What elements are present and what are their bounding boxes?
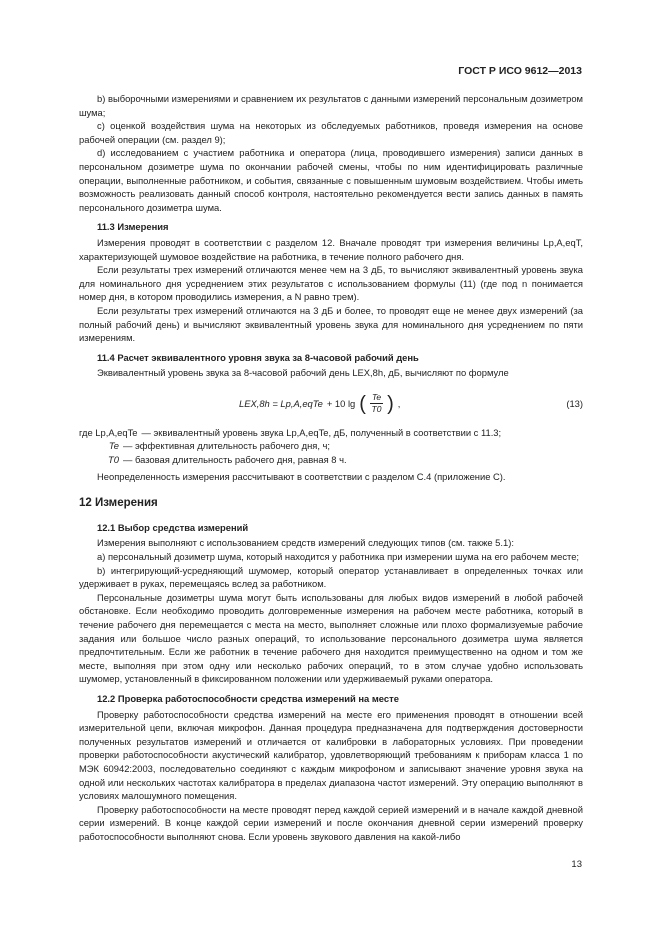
paragraph: b) интегрирующий-усредняющий шумомер, который оператор устанавливает в определенных точках или удерживает в руках, перемещаясь вслед за работником.: [79, 564, 583, 590]
legend-row: [79, 426, 583, 440]
section-heading-12-2: 12.2 Проверка работоспособности средства измерений на месте: [97, 692, 399, 704]
section-heading-11-3: 11.3 Измерения: [97, 221, 169, 233]
section-heading-11-4: 11.4 Расчет эквивалентного уровня звука за 8-часовой рабочий день: [97, 351, 419, 363]
legend-text: — базовая длительность рабочего дня, равная 8 ч.: [123, 454, 347, 466]
paragraph: Персональные дозиметры шума могут быть использованы для любых видов измерений в любой рабочей обстановке. Если необходимо проводить долговременные измерения на рабочем месте работника, который в течение рабочего дня перемещается с места на место, выполняет сложные или плохо формализуемые рабочие задания или большое число разных операций, то использование персонального дозиметра шума является предпочтительным. Если же работник в течение рабочего дня находится преимущественно на одном и том же месте, выполняя при этом одну или несколько рабочих операций, то в этом случае удобно использовать шумомер, установленный в фиксированном положении или удерживаемый руками оператора.: [79, 591, 583, 685]
page-content: [79, 92, 583, 844]
paragraph: Неопределенность измерения рассчитывают в соответствии с разделом С.4 (приложение С).: [97, 470, 506, 482]
legend-row: [79, 439, 583, 453]
paragraph: Измерения проводят в соответствии с разделом 12. Вначале проводят три измерения величины Lp,A,eqT, характеризующей шумовое воздействие на работника, в течение полного рабочего дня.: [79, 236, 583, 262]
standard-header: ГОСТ Р ИСО 9612—2013: [458, 65, 582, 77]
legend-row: [79, 453, 583, 467]
paragraph: Измерения выполняют с использованием средств измерений следующих типов (см. также 5.1):: [97, 537, 514, 549]
formula-tail: ,: [397, 398, 401, 410]
formula-number: (13): [566, 398, 583, 410]
legend-label: Te: [108, 440, 119, 452]
formula-legend: [79, 426, 583, 467]
formula-fraction: [370, 392, 383, 415]
paragraph: Если результаты трех измерений отличаются на 3 дБ и более, то проводят еще не менее двух измерений (за полный рабочий день) и вычисляют эквивалентный уровень звука для номинального дня усреднением по пяти измерениям.: [79, 304, 583, 344]
paragraph: Проверку работоспособности средства измерений на месте его применения проводят в отношении всей измерительной цепи, включая микрофон. Данная процедура предназначена для подтверждения достоверности полученных результатов измерений и отличается от калибровки в лабораторных условиях. При проведении проверки работоспособности акустический калибратор, удовлетворяющий требованиям к приборам класса 1 по МЭК 60942:2003, последовательно соединяют с каждым микрофоном и записывают значение уровня звука на одной или нескольких частотах калибратора в пределах диапазона частот измерений. Эту операцию выполняют в условиях малошумного помещения.: [79, 708, 583, 802]
legend-label: T0: [108, 454, 119, 466]
formula-denominator: T0: [371, 404, 382, 415]
section-heading-12-1: 12.1 Выбор средства измерений: [97, 521, 249, 533]
legend-text: — эффективная длительность рабочего дня, ч;: [123, 440, 331, 452]
section-heading-12: 12 Измерения: [79, 497, 158, 510]
paragraph: Эквивалентный уровень звука за 8-часовой рабочий день LEX,8h, дБ, вычисляют по формуле: [97, 367, 509, 379]
legend-label: где Lp,A,eqTe: [79, 426, 138, 438]
paragraph: Проверку работоспособности на месте проводят перед каждой серией измерений и в начале каждой дневной серии измерений. В конце каждой серии измерений и после окончания дневной серии измерений проверку работоспособности выполняют снова. Если уровень звукового давления на какой-либо: [79, 803, 583, 842]
page-number: 13: [571, 859, 582, 870]
formula-13: LEX,8h = Lp,A,eqTe + 10 lg ( $\frac{Te}{T0}$ ) , (13): [239, 392, 583, 415]
legend-text: — эквивалентный уровень звука Lp,A,eqTe, дБ, полученный в соответствии с 11.3;: [141, 426, 502, 438]
formula-numerator: Te: [371, 392, 382, 403]
formula-plus: + 10 lg: [326, 398, 356, 410]
paragraph: Если результаты трех измерений отличаются менее чем на 3 дБ, то вычисляют эквивалентный уровень звука для номинального дня усреднением этих результатов с использованием формулы (11) (где под n понимается номер дня, в котором проводились измерения, а N равно трем).: [79, 264, 583, 303]
paragraph: a) персональный дозиметр шума, который находится у работника при измерении шума на его рабочем месте;: [97, 551, 580, 563]
paragraph: c) оценкой воздействия шума на некоторых из обследуемых работников, проведя измерения на основе рабочей операции (см. раздел 9);: [79, 120, 583, 145]
paragraph: d) исследованием с участием работника и оператора (лица, проводившего измерения) записи данных в персональном дозиметре шума по окончании рабочей смены, чтобы по ним идентифицировать различные операции, выполненные работником, и события, связанные с повышенным шумовым воздействием. Чтобы иметь возможность реализовать данный способ контроля, настоятельно рекомендуется вести запись данных в память персонального дозиметра шума.: [79, 147, 583, 213]
formula-lhs: LEX,8h = Lp,A,eqTe: [239, 398, 323, 410]
paragraph: b) выборочными измерениями и сравнением их результатов с данными измерений персональным дозиметром шума;: [79, 93, 583, 118]
